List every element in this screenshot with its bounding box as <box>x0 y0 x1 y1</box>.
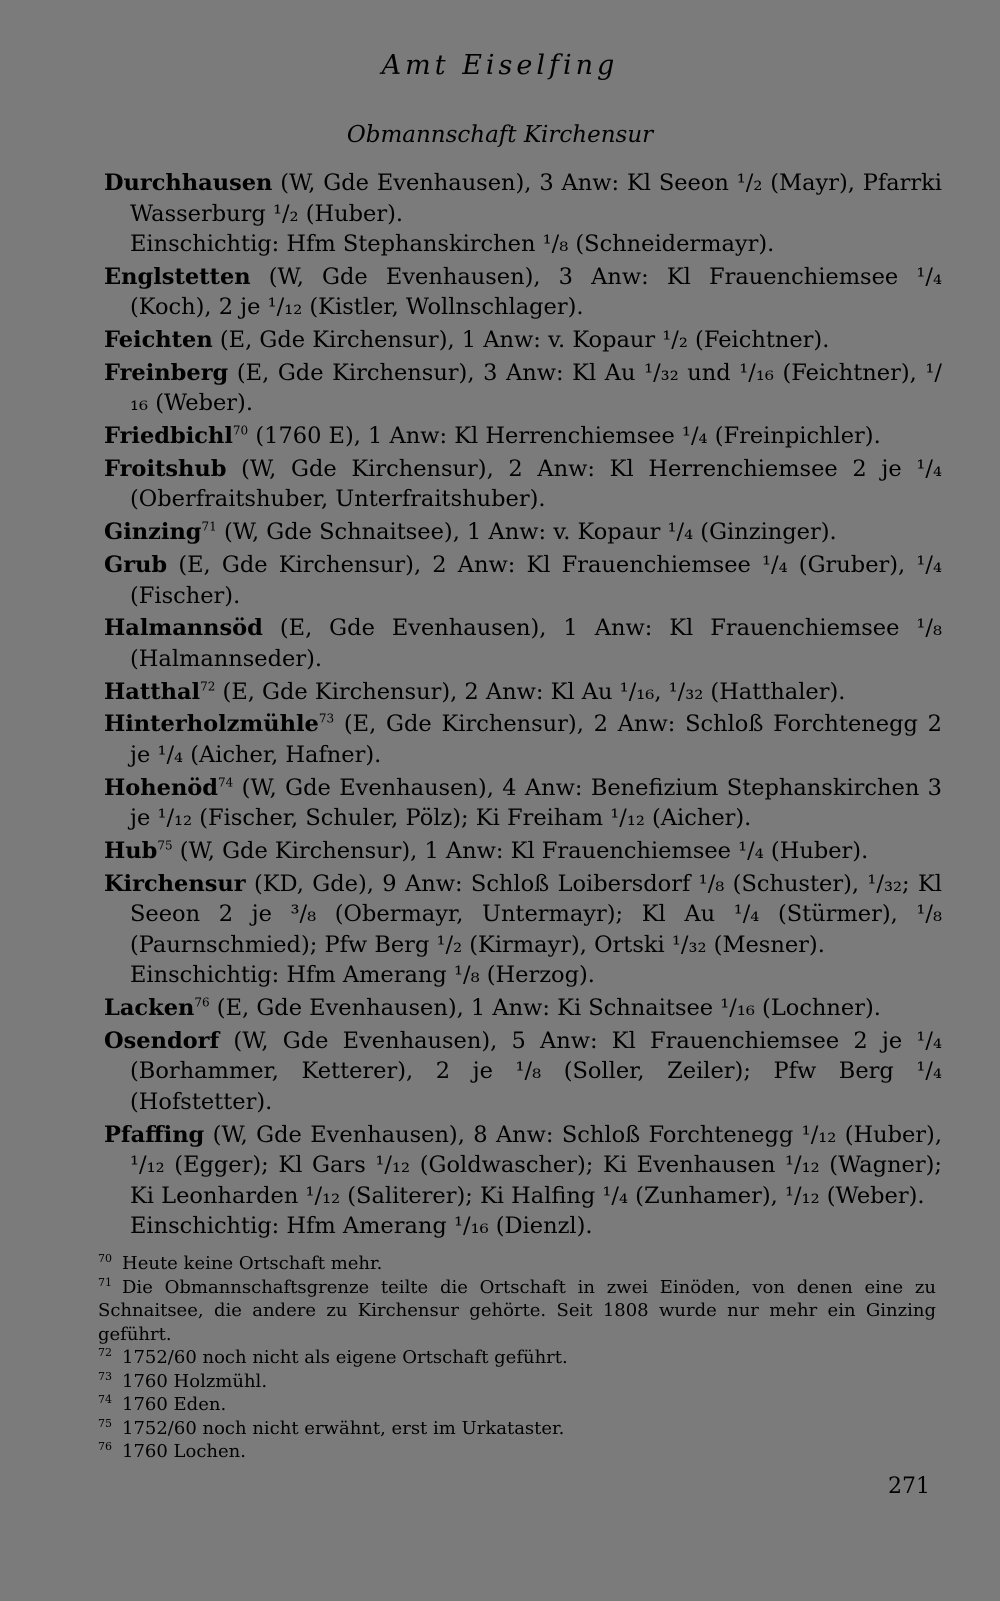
section-title: Obmannschaft Kirchensur <box>346 122 654 148</box>
footnote <box>98 1276 936 1347</box>
place-name: Freinberg <box>104 359 229 386</box>
footnote-text: 1752/60 noch nicht erwähnt, erst im Urkataster. <box>122 1417 565 1439</box>
place-details: (E, Gde Kirchensur), 3 Anw: Kl Au ¹/₃₂ und ¹/₁₆ (Feichtner), ¹/₁₆ (Weber). <box>130 359 942 417</box>
footnote-text: 1760 Holzmühl. <box>122 1370 268 1392</box>
footnote <box>98 1346 936 1370</box>
place-entry <box>104 358 942 419</box>
place-entry <box>104 1026 942 1118</box>
place-name: Pfaffing <box>104 1121 205 1148</box>
place-details: (W, Gde Evenhausen), 3 Anw: Kl Frauenchiemsee ¹/₄ (Koch), 2 je ¹/₁₂ (Kistler, Wollnschlager). <box>130 263 942 321</box>
footnote-ref: 74 <box>218 775 234 790</box>
place-name: Hatthal <box>104 678 201 705</box>
place-details: (W, Gde Evenhausen), 4 Anw: Benefizium Stephanskirchen 3 je ¹/₁₂ (Fischer, Schuler, Pölz); Ki Freiham ¹/₁₂ (Aicher). <box>130 774 942 832</box>
place-entry <box>104 517 942 548</box>
place-entry <box>104 325 942 356</box>
place-details: (E, Gde Evenhausen), 1 Anw: Ki Schnaitsee ¹/₁₆ (Lochner). <box>209 995 881 1022</box>
place-details: (E, Gde Evenhausen), 1 Anw: Kl Frauenchiemsee ¹/₈ (Halmannseder). <box>130 615 942 672</box>
footnote-ref: 71 <box>201 519 217 534</box>
place-name: Hohenöd <box>104 774 219 801</box>
place-extra: Einschichtig: Hfm Stephanskirchen ¹/₈ (Schneidermayr). <box>130 231 775 257</box>
place-entry <box>104 1120 942 1242</box>
footnote-number: 73 <box>98 1369 112 1383</box>
footnote <box>98 1393 936 1417</box>
place-entry <box>104 993 942 1024</box>
footnote-number: 74 <box>98 1393 112 1406</box>
place-details: (W, Gde Evenhausen), 8 Anw: Schloß Forchtenegg ¹/₁₂ (Huber), ¹/₁₂ (Egger); Kl Gars ¹/₁₂ (Goldwascher); Ki Evenhausen ¹/₁₂ (Wagner); Ki Leonharden ¹/₁₂ (Saliterer); Ki Halfing ¹/₄ (Zunhamer), ¹/₁₂ (Weber). <box>130 1121 942 1209</box>
place-name: Lacken <box>104 995 195 1022</box>
place-name: Hub <box>104 838 158 865</box>
place-details: (W, Gde Kirchensur), 1 Anw: Kl Frauenchiemsee ¹/₄ (Huber). <box>172 838 869 865</box>
place-entry <box>104 421 942 452</box>
place-entry <box>104 262 942 323</box>
footnote <box>98 1370 936 1394</box>
place-entry <box>104 168 942 260</box>
footnote-ref: 70 <box>232 423 249 438</box>
place-name: Halmannsöd <box>104 615 263 642</box>
place-entry <box>104 773 942 834</box>
place-details: (W, Gde Kirchensur), 2 Anw: Kl Herrenchiemsee 2 je ¹/₄ (Oberfraitshuber, Unterfraitshuber). <box>130 455 942 513</box>
place-entry <box>104 836 942 867</box>
footnote-number: 71 <box>98 1275 112 1289</box>
footnote-text: 1752/60 noch nicht als eigene Ortschaft geführt. <box>122 1347 568 1368</box>
footnote-number: 70 <box>98 1252 112 1265</box>
place-details: (W, Gde Evenhausen), 5 Anw: Kl Frauenchiemsee 2 je ¹/₄ (Borhammer, Ketterer), 2 je ¹/₈ (Soller, Zeiler); Pfw Berg ¹/₄ (Hofstetter). <box>130 1027 942 1115</box>
place-name: Hinterholzmühle <box>104 711 319 738</box>
place-details: (KD, Gde), 9 Anw: Schloß Loibersdorf ¹/₈ (Schuster), ¹/₃₂; Kl Seeon 2 je ³/₈ (Obermayr, Untermayr); Kl Au ¹/₄ (Stürmer), ¹/₈ (Paurnschmied); Pfw Berg ¹/₂ (Kirmayr), Ortski ¹/₃₂ (Mesner). <box>130 870 942 958</box>
footnote-ref: 72 <box>200 679 216 694</box>
footnote-number: 76 <box>98 1440 112 1453</box>
place-entry <box>104 613 942 674</box>
place-details: (1760 E), 1 Anw: Kl Herrenchiemsee ¹/₄ (Freinpichler). <box>248 423 881 450</box>
place-entry <box>104 709 942 770</box>
place-details: (W, Gde Schnaitsee), 1 Anw: v. Kopaur ¹/₄ (Ginzinger). <box>216 519 837 546</box>
footnote-number: 75 <box>98 1416 112 1430</box>
footnotes <box>98 1252 936 1464</box>
place-entry <box>104 869 942 991</box>
footnote-text: Heute keine Ortschaft mehr. <box>122 1253 383 1274</box>
footnote <box>98 1417 936 1441</box>
running-head: Amt Eiselfing <box>381 50 619 81</box>
place-name: Durchhausen <box>104 170 273 196</box>
place-name: Grub <box>104 552 168 579</box>
place-entry <box>104 550 942 611</box>
place-name: Froitshub <box>104 455 227 482</box>
footnote-text: 1760 Lochen. <box>122 1441 246 1462</box>
place-details: (E, Gde Kirchensur), 2 Anw: Kl Frauenchiemsee ¹/₄ (Gruber), ¹/₄ (Fischer). <box>130 552 942 609</box>
place-details: (E, Gde Kirchensur), 2 Anw: Schloß Forchtenegg 2 je ¹/₄ (Aicher, Hafner). <box>130 711 942 768</box>
place-details: (E, Gde Kirchensur), 2 Anw: Kl Au ¹/₁₆, ¹/₃₂ (Hatthaler). <box>215 678 846 705</box>
place-details: (W, Gde Evenhausen), 3 Anw: Kl Seeon ¹/₂ (Mayr), Pfarrki Wasserburg ¹/₂ (Huber). <box>130 170 942 227</box>
page-number: 271 <box>888 1474 930 1499</box>
footnote-number: 72 <box>98 1346 112 1359</box>
place-extra: Einschichtig: Hfm Amerang ¹/₁₆ (Dienzl). <box>130 1213 593 1240</box>
place-name: Englstetten <box>104 263 251 290</box>
place-entry <box>104 677 942 708</box>
footnote-text: 1760 Eden. <box>122 1394 227 1415</box>
place-details: (E, Gde Kirchensur), 1 Anw: v. Kopaur ¹/₂ (Feichtner). <box>212 327 830 354</box>
footnote-ref: 76 <box>194 995 210 1010</box>
footnote <box>98 1252 936 1276</box>
place-name: Osendorf <box>104 1027 220 1054</box>
footnote <box>98 1440 936 1464</box>
footnote-ref: 75 <box>157 838 173 853</box>
place-name: Feichten <box>104 327 213 354</box>
place-name: Friedbichl <box>104 423 233 450</box>
place-entry <box>104 454 942 515</box>
footnote-ref: 73 <box>318 711 335 726</box>
place-name: Ginzing <box>104 519 202 546</box>
place-extra: Einschichtig: Hfm Amerang ¹/₈ (Herzog). <box>130 962 595 989</box>
place-entries <box>104 168 942 1244</box>
place-name: Kirchensur <box>104 870 246 897</box>
footnote-text: Die Obmannschaftsgrenze teilte die Ortschaft in zwei Einöden, von denen eine zu Schnaitsee, die andere zu Kirchensur gehörte. Seit 1808 wurde nur mehr ein Ginzing geführt. <box>98 1276 936 1345</box>
